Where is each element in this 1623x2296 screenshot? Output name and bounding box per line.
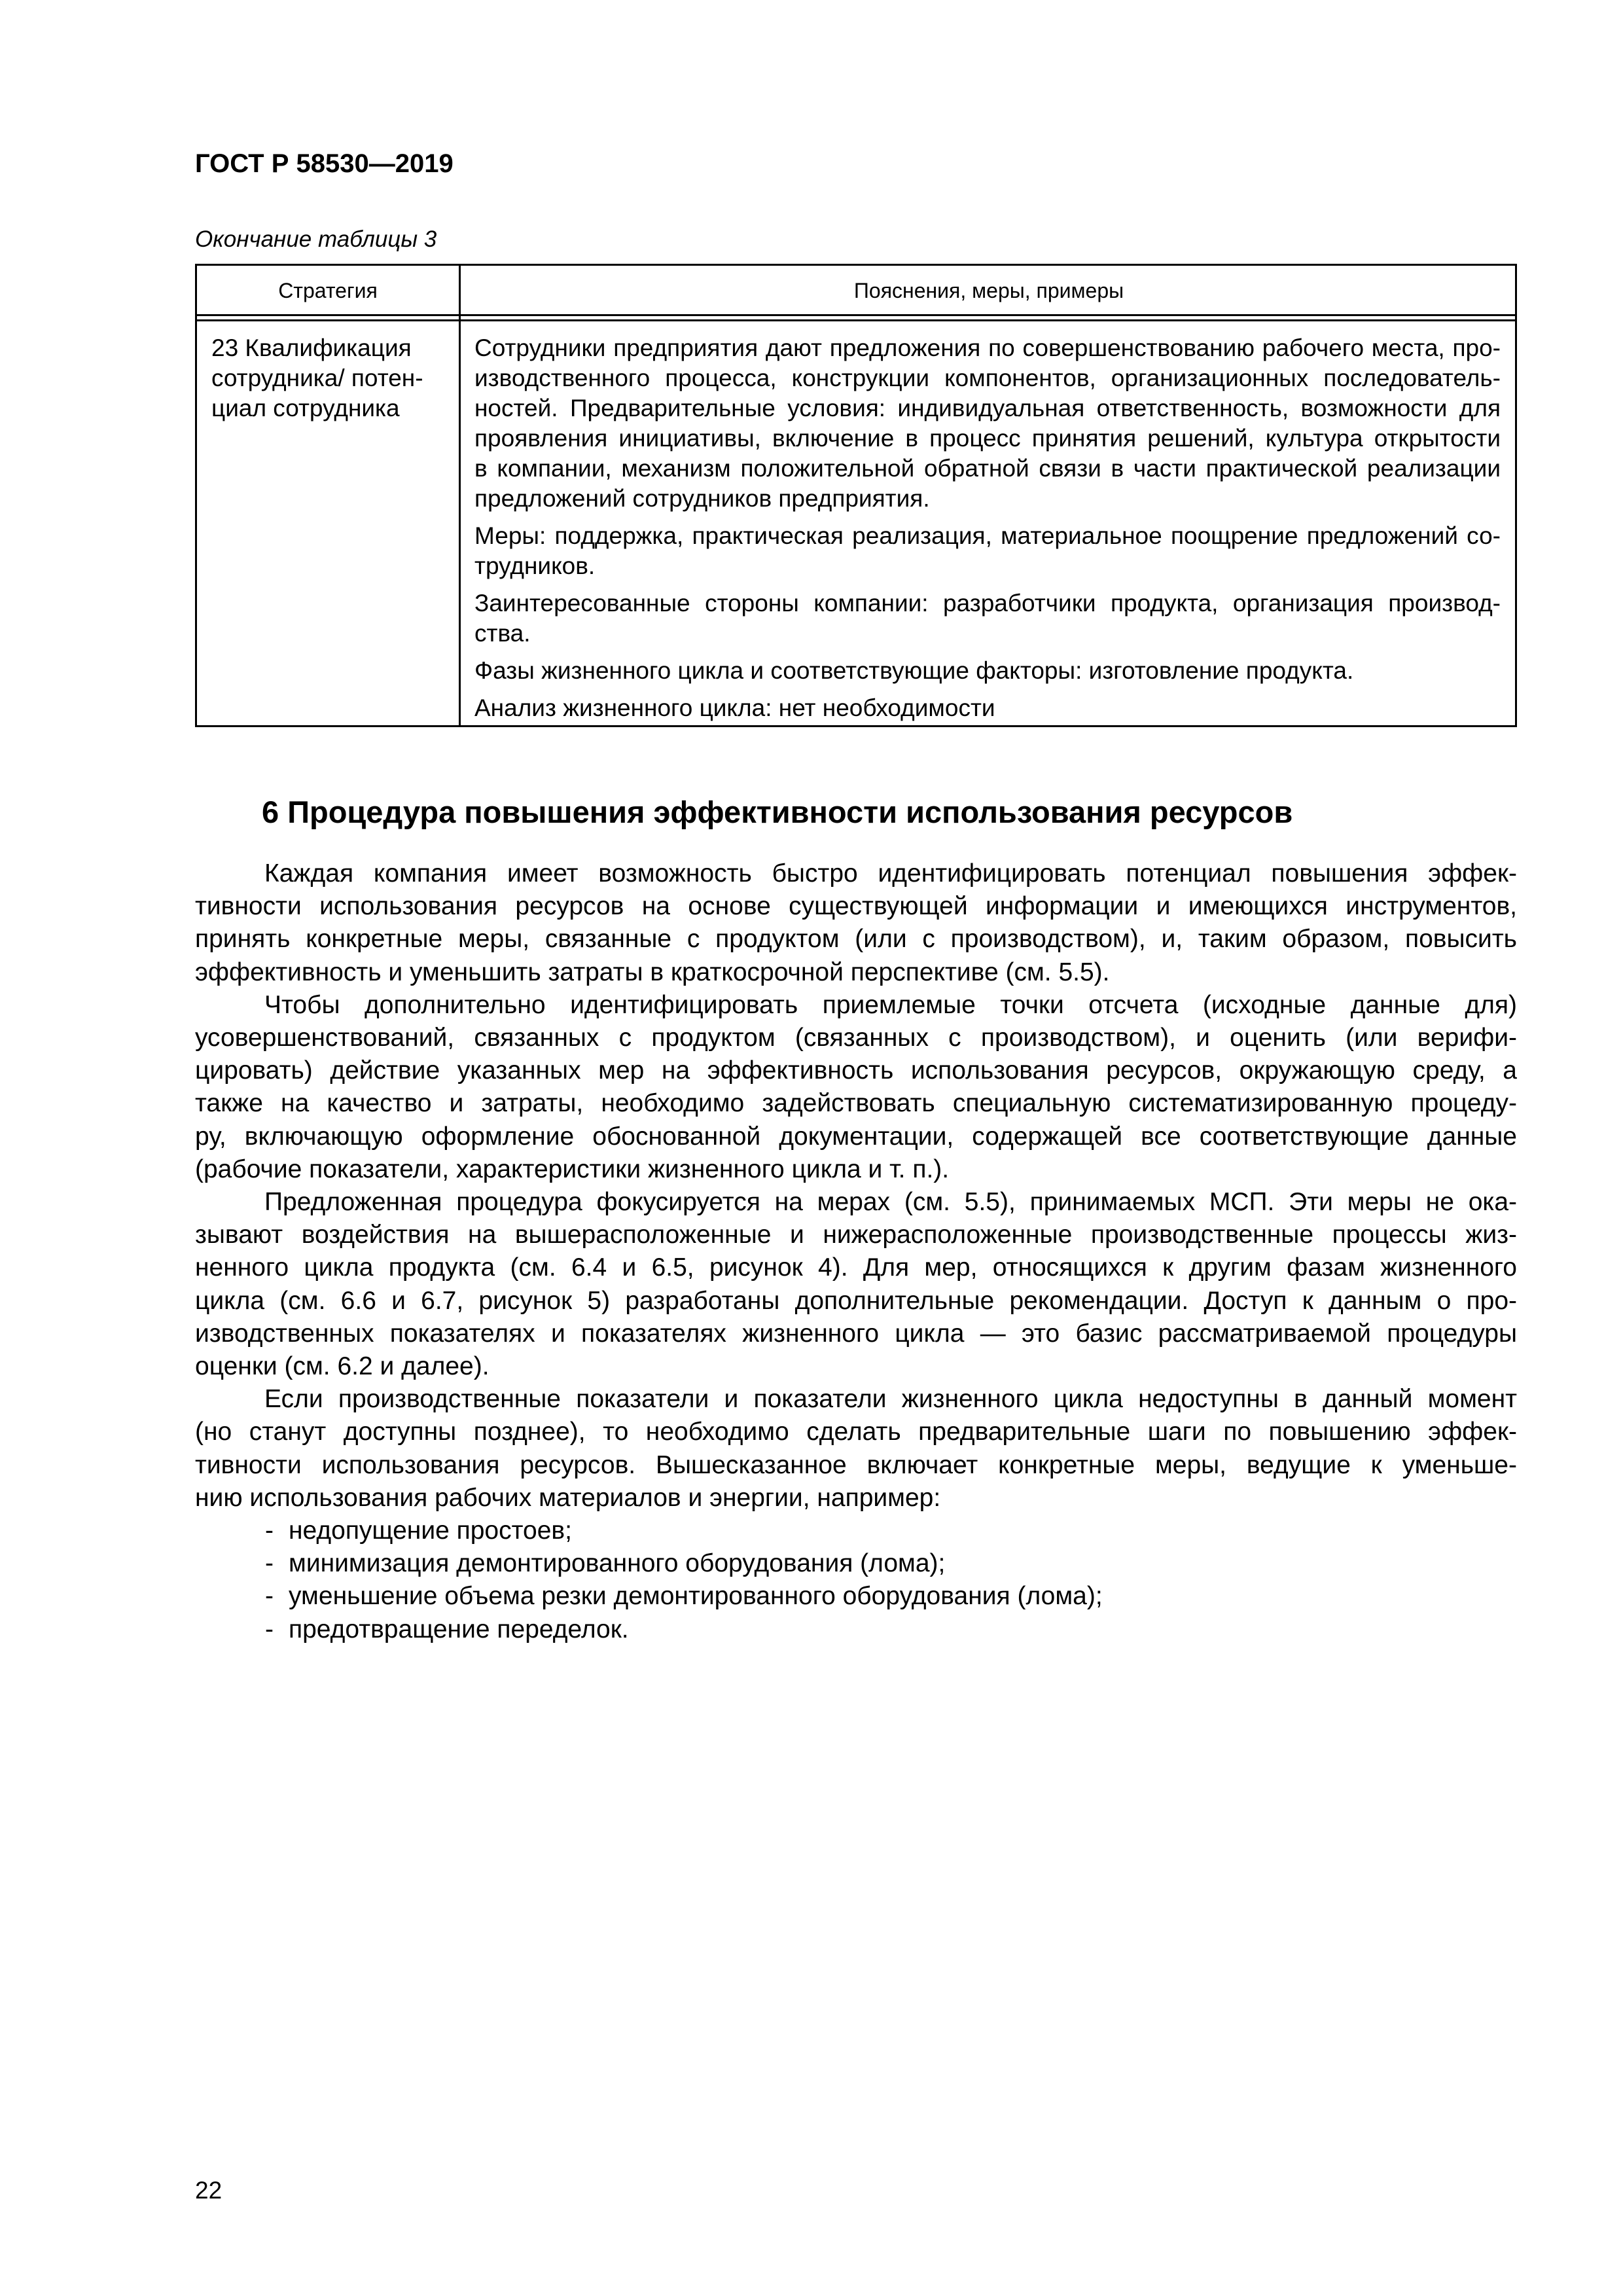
list-marker: - bbox=[265, 1615, 274, 1643]
text-line: Чтобы дополнительно идентифицировать приемлемые точки отсчета (исходные данные для) bbox=[264, 990, 1517, 1019]
paragraph bbox=[195, 989, 1517, 1186]
text-line: ненного цикла продукта (см. 6.4 и 6.5, рисунок 4). Для мер, относящихся к другим фазам жизненного bbox=[195, 1253, 1517, 1282]
list-item bbox=[195, 1613, 1517, 1646]
text-line: Меры: поддержка, практическая реализация, материальное поощрение предложений со- bbox=[474, 522, 1501, 549]
list-item bbox=[195, 1515, 1517, 1547]
text-line: Анализ жизненного цикла: нет необходимости bbox=[474, 694, 995, 721]
header-divider bbox=[197, 314, 1515, 316]
table-caption: Окончание таблицы 3 bbox=[195, 226, 437, 252]
list-marker: - bbox=[265, 1516, 274, 1545]
table-paragraph bbox=[474, 656, 1501, 686]
list-item-text: минимизация демонтированного оборудования (лома); bbox=[289, 1549, 946, 1578]
list-item-text: уменьшение объема резки демонтированного оборудования (лома); bbox=[289, 1582, 1103, 1611]
paragraph bbox=[195, 1186, 1517, 1383]
list-item-text: предотвращение переделок. bbox=[289, 1615, 629, 1643]
list-item bbox=[195, 1580, 1517, 1613]
table-paragraph bbox=[474, 588, 1501, 649]
strategy-line: 23 Квалификация bbox=[211, 334, 412, 361]
text-line: оценки (см. 6.2 и далее). bbox=[195, 1352, 490, 1381]
text-line: трудников. bbox=[474, 552, 596, 579]
text-line: усовершенствований, связанных с продуктом (связанных с производством), и оценить (или верифи- bbox=[195, 1024, 1517, 1052]
paragraph bbox=[195, 1383, 1517, 1515]
text-line: (но станут доступны позднее), то необходимо сделать предварительные шаги по повышению эффек- bbox=[195, 1418, 1517, 1446]
list-item-text: недопущение простоев; bbox=[289, 1516, 572, 1545]
list-item bbox=[195, 1547, 1517, 1580]
page-number: 22 bbox=[195, 2177, 223, 2204]
text-line: Если производственные показатели и показатели жизненного цикла недоступны в данный момент bbox=[264, 1385, 1517, 1414]
list-marker: - bbox=[265, 1549, 274, 1578]
text-line: в компании, механизм положительной обратной связи в части практической реализации bbox=[474, 455, 1501, 482]
header-divider bbox=[197, 319, 1515, 321]
strategy-table bbox=[195, 264, 1517, 727]
text-line: нию использования рабочих материалов и энергии, например: bbox=[195, 1483, 941, 1512]
column-header-strategy: Стратегия bbox=[278, 279, 378, 302]
table-paragraph bbox=[474, 333, 1501, 514]
section-body bbox=[195, 857, 1517, 1646]
text-line: Каждая компания имеет возможность быстро идентифицировать потенциал повышения эффек- bbox=[264, 859, 1517, 888]
text-line: (рабочие показатели, характеристики жизненного цикла и т. п.). bbox=[195, 1155, 950, 1183]
table-paragraph bbox=[474, 521, 1501, 581]
explanations-cell bbox=[474, 333, 1501, 730]
text-line: также на качество и затраты, необходимо задействовать специальную систематизированную процеду- bbox=[195, 1089, 1517, 1118]
text-line: Предложенная процедура фокусируется на мерах (см. 5.5), принимаемых МСП. Эти меры не ока- bbox=[264, 1188, 1517, 1217]
strategy-cell bbox=[211, 333, 423, 423]
text-line: ру, включающую оформление обоснованной документации, содержащей все соответствующие данные bbox=[195, 1122, 1517, 1151]
text-line: изводственного процесса, конструкции компонентов, организационных последователь- bbox=[474, 365, 1501, 391]
column-divider bbox=[459, 266, 461, 725]
text-line: эффективность и уменьшить затраты в краткосрочной перспективе (см. 5.5). bbox=[195, 958, 1110, 986]
section-heading: 6 Процедура повышения эффективности использования ресурсов bbox=[262, 795, 1293, 829]
text-line: ства. bbox=[474, 620, 531, 647]
column-header-explanations: Пояснения, меры, примеры bbox=[853, 279, 1124, 302]
text-line: зывают воздействия на вышерасположенные и нижерасположенные производственные процессы жиз- bbox=[195, 1221, 1517, 1249]
text-line: цикла (см. 6.6 и 6.7, рисунок 5) разработаны дополнительные рекомендации. Доступ к данным о про- bbox=[195, 1286, 1517, 1315]
paragraph bbox=[195, 857, 1517, 989]
text-line: Заинтересованные стороны компании: разработчики продукта, организация производ- bbox=[474, 590, 1501, 617]
text-line: принять конкретные меры, связанные с продуктом (или с производством), и, таким образом, повысить bbox=[195, 925, 1517, 954]
list-marker: - bbox=[265, 1582, 274, 1611]
text-line: Сотрудники предприятия дают предложения по совершенствованию рабочего места, про- bbox=[474, 334, 1501, 361]
text-line: ностей. Предварительные условия: индивидуальная ответственность, возможности для bbox=[474, 395, 1501, 422]
text-line: тивности использования ресурсов. Вышесказанное включает конкретные меры, ведущие к уменьше- bbox=[195, 1450, 1517, 1479]
text-line: проявления инициативы, включение в процесс принятия решений, культура открытости bbox=[474, 425, 1501, 452]
strategy-line: циал сотрудника bbox=[211, 395, 400, 422]
strategy-line: сотрудника/ потен- bbox=[211, 365, 423, 391]
text-line: цировать) действие указанных мер на эффективность использования ресурсов, окружающую среду, а bbox=[195, 1056, 1517, 1085]
document-code: ГОСТ Р 58530—2019 bbox=[195, 149, 454, 178]
table-paragraph bbox=[474, 693, 1501, 723]
text-line: тивности использования ресурсов на основе существующей информации и имеющихся инструментов, bbox=[195, 892, 1517, 921]
text-line: Фазы жизненного цикла и соответствующие факторы: изготовление продукта. bbox=[474, 657, 1354, 684]
text-line: изводственных показателях и показателях жизненного цикла — это базис рассматриваемой процедуры bbox=[195, 1319, 1517, 1348]
text-line: предложений сотрудников предприятия. bbox=[474, 485, 930, 512]
